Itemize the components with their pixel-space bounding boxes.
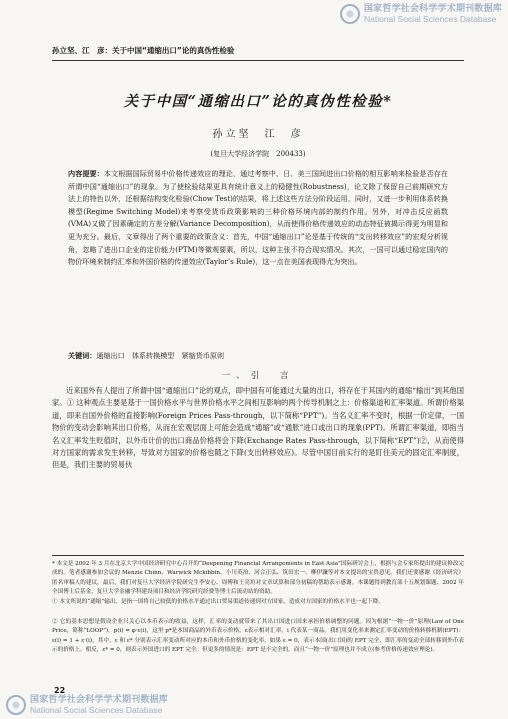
article-title: 关于中国“通缩出口”论的真伪性检验*: [123, 93, 393, 110]
affiliation: (复旦大学经济学院 200433): [210, 150, 306, 158]
footnote-2: ② 它的基本思想是假设企业只关心以本币表示的收益，这样，汇率的变动就带来了其出口国进口国来承担价格调整的问题。因为根据“一物一价”原理(Law of One Price，简称“LOOP”)，p(i) = φ·ε(i)，这里 p*是本国商品的外币表示价格，ε表示相对汇率，i 代表某一商品。我们用变化率来测定汇率变动的价格转移机制(EPT)：ε(i) = 1 + ε·(i)，其中，ε 和 ε* 分别表示汇率变动所对应的本币和外币价格的变化率。如果 ε = 0，表示本国(出口国)的 EPT 完全，即汇率的变动全部转移到外币表示的价格上。相反，ε* = 0，则表示外国进口的 EPT 完全。但更多的情况是：EPT 是不完全的，而且“一物一价”原理也并不成立(参考价格传递效应理论)。: [52, 619, 464, 653]
watermark-en: National Social Sciences Database: [363, 14, 497, 24]
watermark-cn: 国家哲学社会科学学术期刊数据库: [30, 695, 169, 705]
watermark-cn: 国家哲学社会科学学术期刊数据库: [363, 4, 502, 14]
database-logo-icon: [340, 4, 360, 24]
section-heading: 一、引 言: [221, 371, 295, 381]
body-paragraph: 近来国外有人提出了所谓中国“通缩出口”论的观点，即中国有可能通过大量的出口，将存在于其国内的通缩“输出”到其他国家。① 这种观点主要是基于一国价格水平与世界价格水平之间相互影响的两个传导机制之上：价格渠道和汇率渠道。所谓价格渠道，即来自国外价格的直接影响(Foreign Prices Pass-through，以下简称“PPT”)。当名义汇率不变时，根据一价定律，一国物价的变动会影响其出口价格，从而在宏观层面上可能会造成“通缩”或“通胀”进口或出口的现象(PPT)。所谓汇率渠道，即指当名义汇率发生贬值时，以外币计价的出口商品价格将会下降(Exchange Rates Pass-through，以下简称“EPT”)②，从而使得对方国家的需求发生转移，导致对方国家的价格也随之下降(支出转移效应)。尽管中国目前实行的是盯住美元的固定汇率制度，但是，我们主要的贸易伙: [52, 386, 464, 470]
keywords: [68, 351, 448, 361]
keywords-label: 关键词：: [68, 351, 97, 360]
abstract: [68, 168, 448, 269]
abstract-label: 内容提要：: [68, 169, 104, 178]
database-logo-icon: [6, 695, 26, 715]
abstract-text: 本文根据国际贸易中价格传递效应的理论，通过考察中、日、美三国间进出口价格的相互影响来检验是否存在所谓中国“通缩出口”的现象。为了使检验结果更具有统计意义上的稳健性(Robustness)，论文除了保留自己前期研究方法上的特色以外，还根据结构变化检验(Chow Test)的结果，将上述这些方法分阶段运用，同时，又进一步利用体系转换模型(Regime Switching Model)来考察受货币政策影响的三种价格环境内部的制约作用。另外，对冲击反应函数(VMA)又做了因素确定的方差分解(Variance Decomposition)，从而使得价格传递效应的动态特征被揭示得更为明显和更为充分。最后，文章得出了两个重要的政策含义：首先，中国“通缩出口”论是基于传统的“支出转移效应”的宏观分析视角，忽略了进出口企业的定价能力(PTM)等微观要素，所以，这种主张不符合现实情况。其次，一国可以通过稳定国内的物价环境来制约汇率和外国价格的传递效应(Taylor’s Rule)，这一点在美国表现得尤为突出。: [68, 169, 448, 267]
header-rule: [52, 60, 464, 61]
running-header: 孙立坚、江 彦：关于中国“通缩出口”论的真伪性检验: [52, 46, 235, 55]
footnote-rule: [52, 555, 464, 556]
keywords-text: 通缩出口 体系转换模型 紧缩货币原则: [96, 351, 225, 360]
watermark-top: [340, 4, 502, 24]
watermark-en: National Social Sciences Database: [30, 705, 163, 715]
watermark-bottom: [6, 695, 168, 715]
footnote-star: * 本文是 2002 年 3 月在北京大学中国经济研究中心召开的“Deepening Financial Arrangements in East Asia”国际研讨会上，根据与会专家所提出的建议修改完成的。笔者感谢参加会议的 Menzie Chinn、Warwick Mckibbin、小川英治、河合正弘、筑田宏一、柳伊濂等对本文提出的宝贵意见。我们还要感谢《经济研究》匿名审稿人的建议。最后，我们对复旦大学经济学院研究生李安心、周傅和王亮垣对文章试算和部分初稿的帮助表示感谢。本课题得到教育部十五规划课题、2002 年全国博士后基金、复旦大学金融学科建设项目和经济学院研究经费等博士后流动站的资助。: [52, 561, 464, 595]
page-number: 22: [54, 686, 66, 695]
authors: 孙立坚 江 彦: [212, 129, 304, 140]
footnote-1: ① 本文所说的“通缩”输出，是指一国将自己较低的价格水平通过出口贸易渠道传递到对方国家，造成对方国家的价格水平也一起下降。: [52, 599, 384, 605]
